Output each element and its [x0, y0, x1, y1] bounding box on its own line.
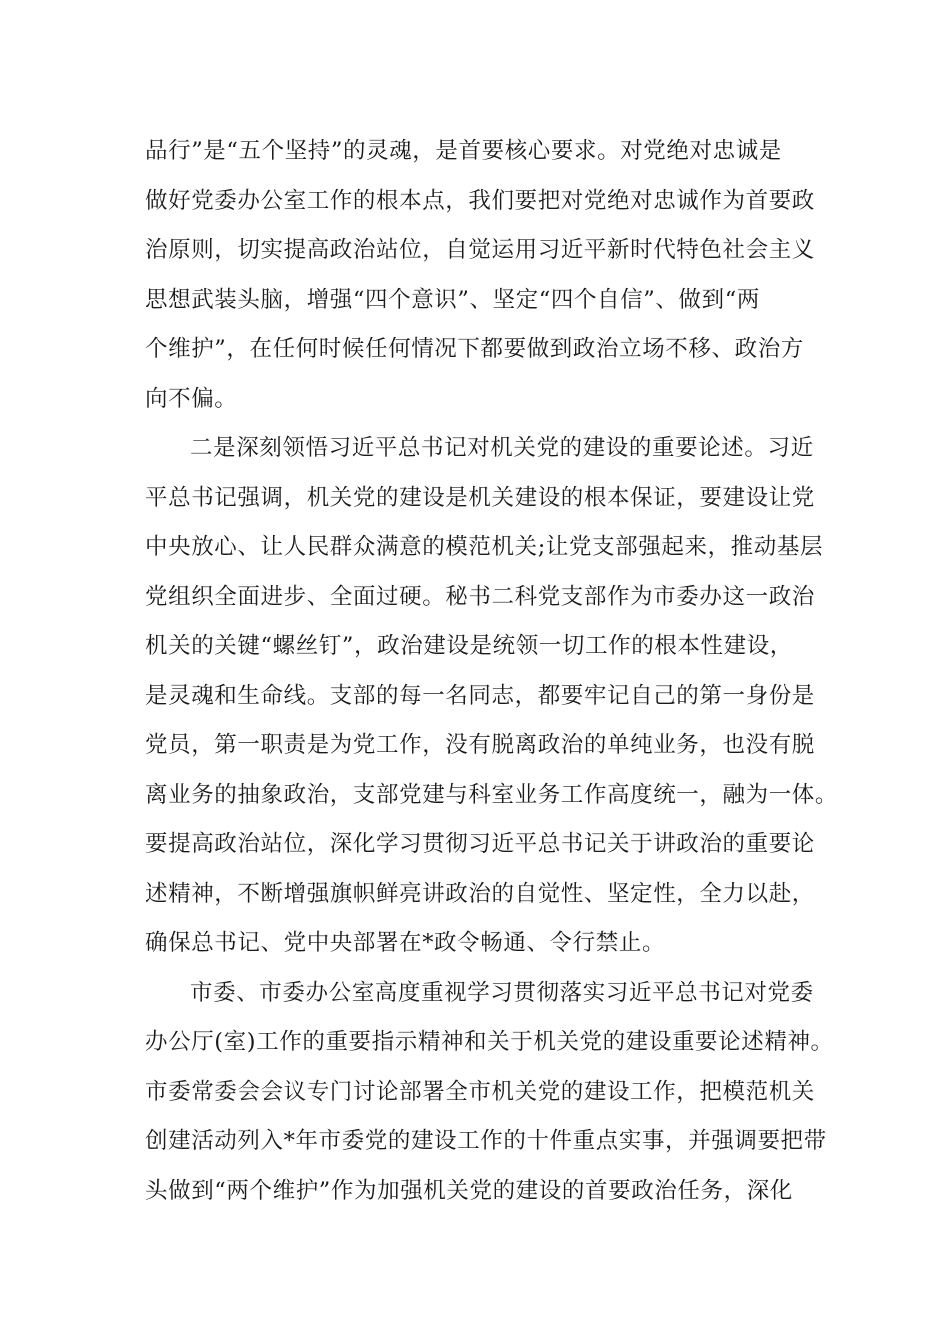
text-line: 党员，第一职责是为党工作，没有脱离政治的单纯业务，也没有脱 — [145, 732, 815, 758]
text-line: 离业务的抽象政治，支部党建与科室业务工作高度统一，融为一体。 — [145, 781, 839, 808]
text-line: 品行”是“五个坚持”的灵魂，是首要核心要求。对党绝对忠诚是 — [145, 138, 782, 164]
text-line: 述精神，不断增强旗帜鲜亮讲政治的自觉性、坚定性，全力以赴， — [145, 880, 815, 907]
text-line: 个维护”，在任何时候任何情况下都要做到政治立场不移、政治方 — [145, 336, 804, 362]
text-line: 党组织全面进步、全面过硬。秘书二科党支部作为市委办这一政治 — [145, 583, 815, 610]
text-line: 办公厅(室)工作的重要指示精神和关于机关党的建设重要论述精神。 — [145, 1029, 834, 1055]
body-text — [145, 131, 839, 1220]
text-line: 是灵魂和生命线。支部的每一名同志，都要牢记自己的第一身份是 — [145, 682, 815, 709]
text-line: 头做到“两个维护”作为加强机关党的建设的首要政治任务，深化 — [145, 1177, 793, 1204]
text-line: 要提高政治站位，深化学习贯彻习近平总书记关于讲政治的重要论 — [145, 831, 815, 857]
text-line: 确保总书记、党中央部署在*政令畅通、令行禁止。 — [145, 930, 666, 956]
text-line: 创建活动列入*年市委党的建设工作的十件重点实事，并强调要把带 — [145, 1128, 827, 1154]
paragraph-first-line: 市委、市委办公室高度重视学习贯彻落实习近平总书记对党委 — [190, 979, 814, 1006]
text-line: 做好党委办公室工作的根本点，我们要把对党绝对忠诚作为首要政 — [145, 187, 815, 214]
text-line: 机关的关键“螺丝钉”，政治建设是统领一切工作的根本性建设， — [145, 633, 793, 659]
text-line: 市委常委会会议专门讨论部署全市机关党的建设工作，把模范机关 — [145, 1078, 815, 1105]
text-line: 平总书记强调，机关党的建设是机关建设的根本保证，要建设让党 — [145, 484, 815, 511]
text-line: 治原则，切实提高政治站位，自觉运用习近平新时代特色社会主义 — [145, 237, 815, 263]
text-line: 中央放心、让人民群众满意的模范机关;让党支部强起来，推动基层 — [145, 534, 824, 560]
paragraph-first-line: 二是深刻领悟习近平总书记对机关党的建设的重要论述。习近 — [190, 435, 814, 461]
text-line: 向不偏。 — [145, 385, 238, 412]
text-line: 思想武装头脑，增强“四个意识”、坚定“四个自信”、做到“两 — [145, 286, 760, 313]
